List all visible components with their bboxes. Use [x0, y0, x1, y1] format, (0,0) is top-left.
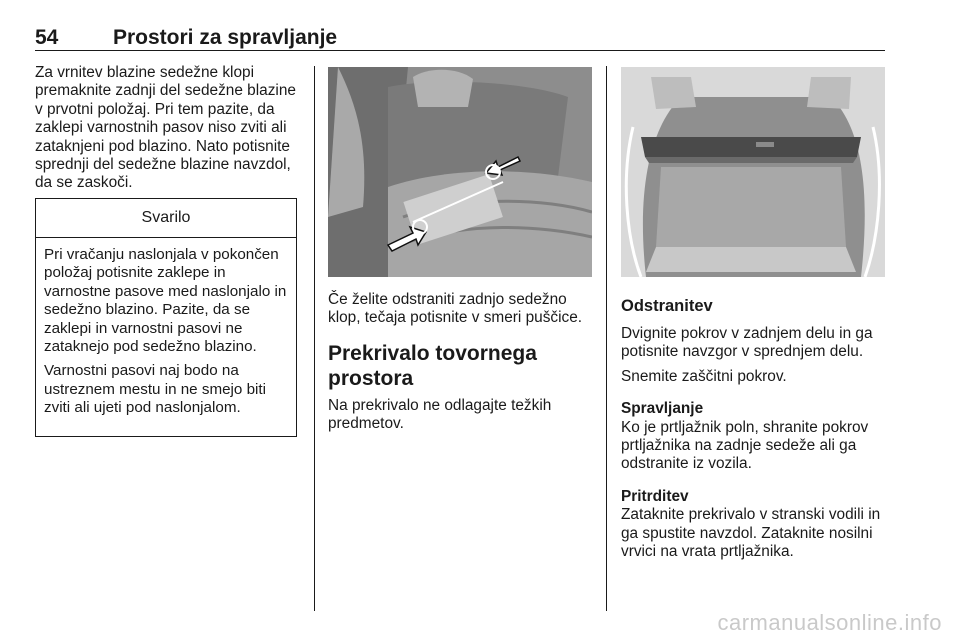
warning-box [35, 198, 297, 437]
mounting-text: Zataknite prekrivalo v stranski vodili in ga spustite navzdol. Zataknite nosilni vrvici na vrata prtljažnika. [621, 506, 881, 561]
column-divider-left [314, 66, 315, 611]
intro-paragraph: Za vrnitev blazine sedežne klopi premaknite zadnji del sedežne blazine v prvotni položaj. Pri tem pazite, da zaklepi varnostnih pasov niso zviti ali zataknjeni pod blazino. Nato potisnite sprednji del sedežne blazine navzdol, da se zaskoči. [35, 64, 296, 192]
warning-title: Svarilo [36, 199, 296, 238]
cargo-cover-illustration [621, 67, 885, 277]
mounting-title: Pritrditev [621, 487, 689, 505]
storage-text: Ko je prtljažnik poln, shranite pokrov prtljažnika na zadnje sedeže ali ga odstranite iz vozila. [621, 418, 869, 473]
section-text: Na prekrivalo ne odlagajte težkih predmetov. [328, 396, 552, 433]
chapter-title: Prostori za spravljanje [113, 26, 338, 49]
header-divider [35, 50, 885, 51]
section-title: Prekrivalo tovornega prostora [328, 341, 537, 390]
figure-caption: Če želite odstraniti zadnjo sedežno klop, tečaja potisnite v smeri puščice. [328, 291, 583, 327]
warning-paragraph: Varnostni pasovi naj bodo na ustreznem mestu in ne smejo biti zviti ali ujeti pod naslonjalom. [44, 362, 266, 417]
warning-body [36, 238, 296, 418]
rear-seat-illustration [328, 67, 592, 277]
removal-text: Dvignite pokrov v zadnjem delu in ga potisnite navzgor v sprednjem delu. [621, 325, 873, 361]
middle-column [328, 291, 593, 434]
removal-title: Odstranitev [621, 297, 713, 315]
column-divider-right [606, 66, 607, 611]
warning-paragraph: Pri vračanju naslonjala v pokončen položaj potisnite zaklepe in varnostne pasove med naslonjalo in sedežno blazino. Pazite, da se zaklepi in varnostni pasovi ne zataknejo pod sedežno blazino. [44, 246, 287, 356]
right-column [621, 296, 887, 561]
watermark: carmanualsonline.info [717, 610, 942, 635]
page-number: 54 [35, 26, 59, 49]
removal-text: Snemite zaščitni pokrov. [621, 367, 787, 385]
storage-title: Spravljanje [621, 400, 704, 418]
left-column [35, 64, 297, 193]
page-header [35, 22, 885, 52]
